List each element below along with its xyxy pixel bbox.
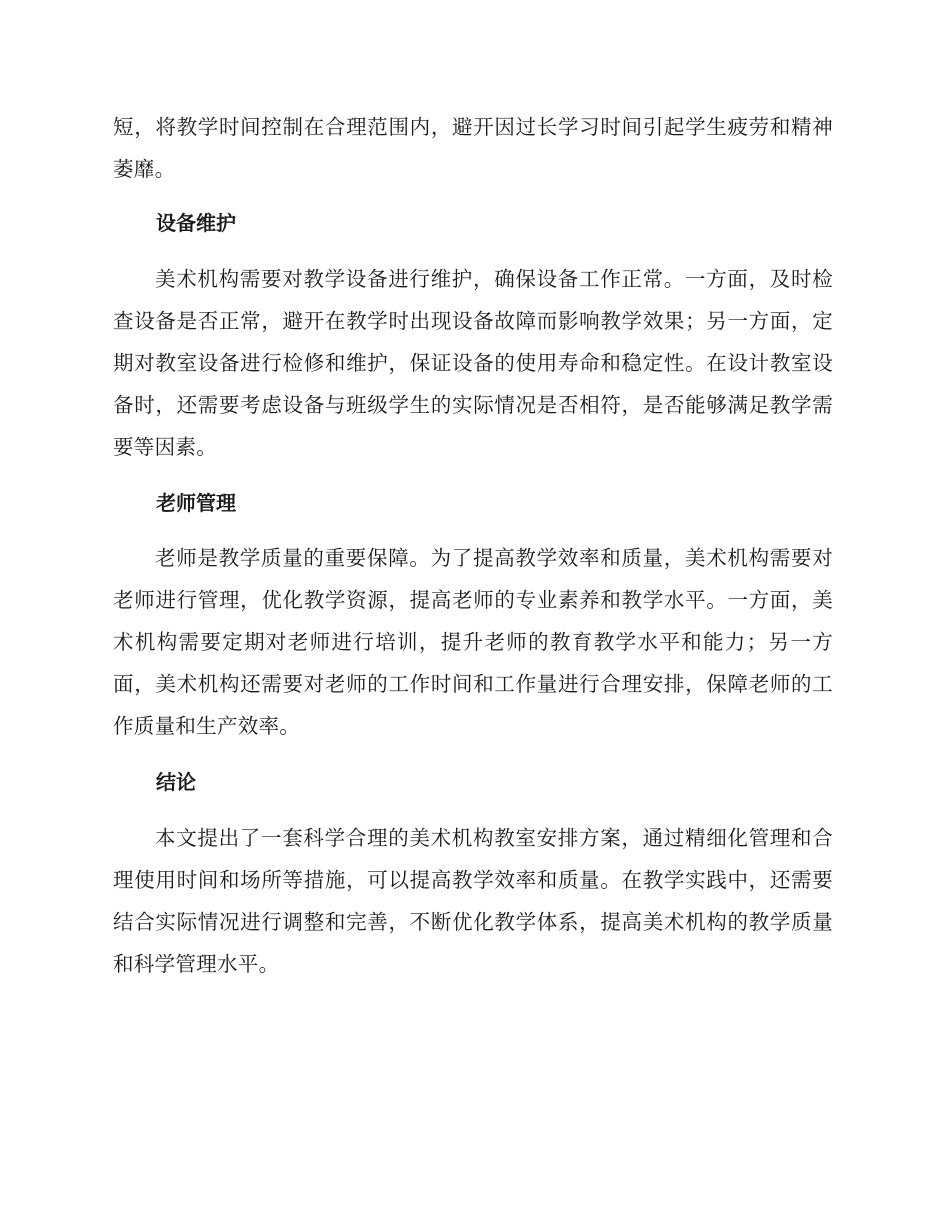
section-paragraph-teacher bbox=[113, 537, 833, 747]
paragraph-text: 美术机构需要对教学设备进行维护，确保设备工作正常。一方面，及时检查设备是否正常，避开在教学时出现设备故障而影响教学效果；另一方面，定期对教室设备进行检修和维护，保证设备的使用寿命和稳定性。在设计教室设备时，还需要考虑设备与班级学生的实际情况是否相符，是否能够满足教学需要等因素。 bbox=[113, 267, 833, 459]
section-paragraph-conclusion bbox=[113, 817, 833, 985]
section-heading-conclusion: 结论 bbox=[156, 770, 196, 794]
section-paragraph-equipment bbox=[113, 258, 833, 468]
paragraph-text: 本文提出了一套科学合理的美术机构教室安排方案，通过精细化管理和合理使用时间和场所等措施，可以提高教学效率和质量。在教学实践中，还需要结合实际情况进行调整和完善，不断优化教学体系，提高美术机构的教学质量和科学管理水平。 bbox=[113, 826, 833, 976]
paragraph-text: 短，将教学时间控制在合理范围内，避开因过长学习时间引起学生疲劳和精神萎靡。 bbox=[113, 115, 833, 181]
paragraph-continued bbox=[113, 106, 833, 190]
paragraph-text: 老师是教学质量的重要保障。为了提高教学效率和质量，美术机构需要对老师进行管理，优化教学资源，提高老师的专业素养和教学水平。一方面，美术机构需要定期对老师进行培训，提升老师的教育教学水平和能力；另一方面，美术机构还需要对老师的工作时间和工作量进行合理安排，保障老师的工作质量和生产效率。 bbox=[113, 546, 833, 738]
section-heading-equipment: 设备维护 bbox=[156, 211, 236, 235]
section-heading-teacher: 老师管理 bbox=[156, 491, 236, 515]
